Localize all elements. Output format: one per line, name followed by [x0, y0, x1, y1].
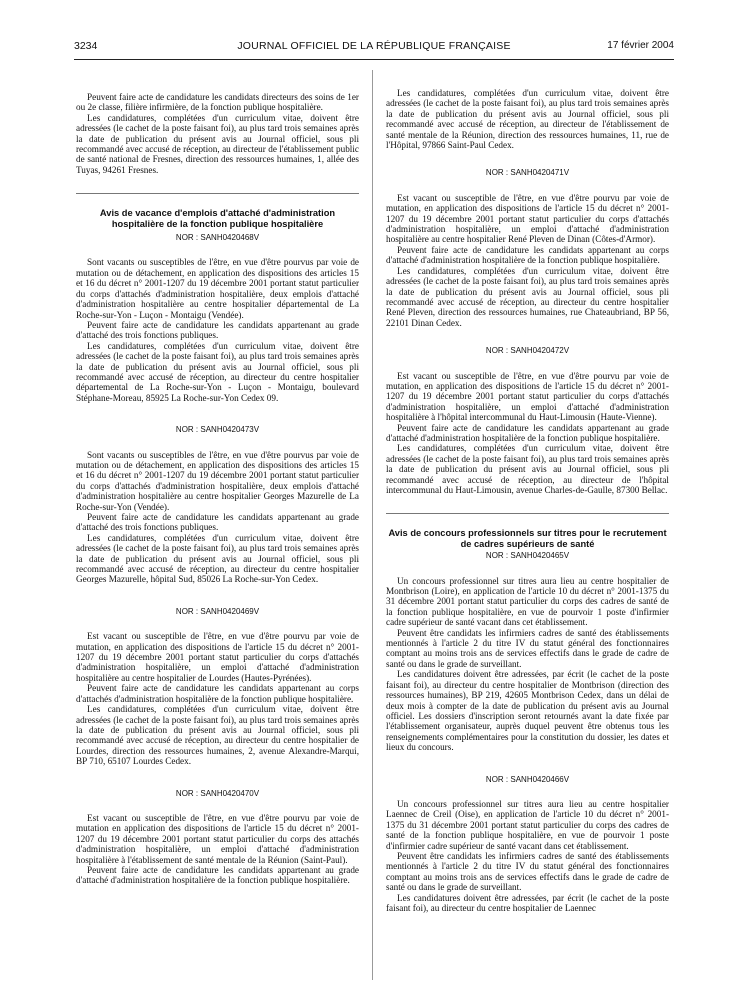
- nor-reference: NOR : SANH0420469V: [175, 606, 260, 616]
- paragraph: Sont vacants ou susceptibles de l'être, en vue d'être pourvus par voie de mutation ou de détachement, en application des dispositions des articles 15 et 16 du décret n° 2001-1207 du 19 décembre 2001 portant statut particulier du corps d'attachés d'administration hospitalière, deux emplois d'attaché d'administration hospitalière au centre hospitalier départemental de La Roche-sur-Yon - Luçon - Montaigu (Vendée).: [76, 257, 359, 320]
- paragraph: Un concours professionnel sur titres aura lieu au centre hospitalier de Montbrison (Loire), en application de l'article 10 du décret n° 2001-1375 du 31 décembre 2001 portant statut particulier du corps des cadres de santé de la fonction publique hospitalière, en vue de pourvoir 1 poste d'infirmier cadre supérieur de santé vacant dans cet établissement.: [386, 575, 669, 628]
- nor-reference: NOR : SANH0420470V: [175, 788, 260, 798]
- paragraph: Est vacant ou susceptible de l'être, en vue d'être pourvu par voie de mutation, en application des dispositions de l'article 15 du décret n° 2001-1207 du 19 décembre 2001 portant statut particulier du corps d'attachés d'administration hospitalière, un emploi d'attaché d'administration hospitalière au centre hospitalier de Lourdes (Hautes-Pyrénées).: [76, 631, 359, 683]
- publication-date: 17 février 2004: [607, 40, 674, 51]
- paragraph: Sont vacants ou susceptibles de l'être, en vue d'être pourvus par voie de mutation ou de détachement, en application des dispositions des articles 15 et 16 du décret n° 2001-1207 du 19 décembre 2001 portant statut particulier du corps d'attachés d'administration hospitalière, deux emplois d'attaché d'administration hospitalière au centre hospitalier Georges Mazurelle de La Roche-sur-Yon (Vendée).: [76, 449, 359, 512]
- paragraph: Est vacant ou susceptible de l'être, en vue d'être pourvu par voie de mutation, en application des dispositions de l'article 15 du décret n° 2001-1207 du 19 décembre 2001 portant statut particulier du corps d'attachés d'administration hospitalière, un emploi d'attaché d'administration hospitalière à l'hôpital intercommunal du Haut-Limousin (Haute-Vienne).: [386, 370, 669, 423]
- section-title: Avis de concours professionnels sur titres pour le recrutement de cadres supérieurs de santé: [388, 528, 667, 549]
- paragraph: Peuvent faire acte de candidature les candidats appartenant au grade d'attaché d'administration hospitalière de la fonction publique hospitalière.: [76, 864, 359, 886]
- paragraph: Les candidatures doivent être adressées, par écrit (le cachet de la poste faisant foi), au directeur du centre hospitalier de Montbrison (direction des ressources humaines), BP 219, 42605 Montbrison Cedex, dans un délai de deux mois à compter de la date de publication du présent avis au Journal officiel. Les dossiers d'inscription seront retournés avant la date fixée par l'établissement organisateur, auprès duquel peuvent être obtenus tous les renseignements complémentaires pour la constitution du dossier, les dates et lieux du concours.: [386, 669, 669, 753]
- paragraph: Les candidatures, complétées d'un curriculum vitae, doivent être adressées (le cachet de la poste faisant foi), au plus tard trois semaines après la date de publication du présent avis au Journal officiel, sous pli recommandé avec accusé de réception, au directeur du centre hospitalier René Pleven, direction des ressources humaines, rue Chateaubriand, BP 56, 22101 Dinan Cedex.: [386, 265, 669, 328]
- paragraph: Peuvent faire acte de candidature les candidats appartenant au corps d'attaché d'administration hospitalière de la fonction publique hospitalière.: [386, 244, 669, 266]
- section-rule: [386, 513, 669, 514]
- paragraph: Peuvent faire acte de candidature les candidats appartenant au corps d'attachés d'administration hospitalière de la fonction publique hospitalière.: [76, 683, 359, 704]
- journal-title: JOURNAL OFFICIEL DE LA RÉPUBLIQUE FRANÇAISE: [237, 40, 511, 52]
- paragraph: Peuvent faire acte de candidature les candidats directeurs des soins de 1er ou 2e classe, filière infirmière, de la fonction publique hospitalière.: [76, 92, 359, 113]
- header-rule: [74, 59, 674, 60]
- paragraph: Les candidatures, complétées d'un curriculum vitae, doivent être adressées (le cachet de la poste faisant foi), au plus tard trois semaines après la date de publication du présent avis au Journal officiel, sous pli recommandé avec accusé de réception, au directeur du centre hospitalier de Lourdes, direction des ressources humaines, 2, avenue Alexandre-Marqui, BP 710, 65107 Lourdes Cedex.: [76, 704, 359, 767]
- right-column: [386, 88, 669, 913]
- nor-reference: NOR : SANH0420472V: [485, 346, 570, 356]
- column-divider: [372, 70, 373, 980]
- paragraph: Les candidatures doivent être adressées, par écrit (le cachet de la poste faisant foi), au directeur du centre hospitalier de Laennec: [386, 892, 669, 913]
- paragraph: Peuvent faire acte de candidature les candidats appartenant au grade d'attaché des trois fonctions publiques.: [76, 512, 359, 533]
- section-title: Avis de vacance d'emplois d'attaché d'administration hospitalière de la fonction publique hospitalière: [99, 208, 336, 229]
- paragraph: Les candidatures, complétées d'un curriculum vitae, doivent être adressées (le cachet de la poste faisant foi), au plus tard trois semaines après la date de publication du présent avis au Journal officiel, sous pli recommandé avec accusé de réception, au directeur de l'hôpital intercommunal du Haut-Limousin, avenue Charles-de-Gaulle, 87300 Bellac.: [386, 443, 669, 495]
- section-rule: [76, 193, 359, 194]
- page-number: 3234: [74, 40, 98, 52]
- paragraph: Peuvent être candidats les infirmiers cadres de santé des établissements mentionnés à l'article 2 du titre IV du statut général des fonctionnaires comptant au moins trois ans de services effectifs dans le grade de cadre de santé ou dans le grade de surveillant.: [386, 627, 669, 669]
- paragraph: Les candidatures, complétées d'un curriculum vitae, doivent être adressées (le cachet de la poste faisant foi), au plus tard trois semaines après la date de publication du présent avis au Journal officiel, sous pli recommandé avec accusé de réception, au directeur de l'établissement de santé mentale de la Réunion, direction des ressources humaines, 11, rue de l'Hôpital, 97866 Saint-Paul Cedex.: [386, 88, 669, 151]
- paragraph: Peuvent être candidats les infirmiers cadres de santé des établissements mentionnés à l'article 2 du titre IV du statut général des fonctionnaires comptant au moins trois ans de services effectifs dans le grade de cadre de santé ou dans le grade de surveillant.: [386, 850, 669, 893]
- paragraph: Les candidatures, complétées d'un curriculum vitae, doivent être adressées (le cachet de la poste faisant foi), au plus tard trois semaines après la date de publication du présent avis au Journal officiel, sous pli recommandé avec accusé de réception, au directeur du centre hospitalier départemental de La Roche-sur-Yon - Luçon - Montaigu, boulevard Stéphane-Moreau, 85925 La Roche-sur-Yon Cedex 09.: [76, 340, 359, 403]
- nor-reference: NOR : SANH0420465V: [485, 551, 570, 561]
- nor-reference: NOR : SANH0420471V: [485, 168, 570, 178]
- paragraph: Peuvent faire acte de candidature les candidats appartenant au grade d'attaché des trois fonctions publiques.: [76, 319, 359, 341]
- paragraph: Les candidatures, complétées d'un curriculum vitae, doivent être adressées (le cachet de la poste faisant foi), au plus tard trois semaines après la date de publication du présent avis au Journal officiel, sous pli recommandé avec accusé de réception, au directeur du centre hospitalier Georges Mazurelle, hôpital Sud, 85026 La Roche-sur-Yon Cedex.: [76, 532, 359, 585]
- left-column: [76, 92, 359, 886]
- nor-reference: NOR : SANH0420466V: [485, 774, 570, 784]
- paragraph: Peuvent faire acte de candidature les candidats appartenant au grade d'attaché d'administration hospitalière de la fonction publique hospitalière.: [386, 422, 669, 443]
- paragraph: Est vacant ou susceptible de l'être, en vue d'être pourvu par voie de mutation, en application des dispositions de l'article 15 du décret n° 2001-1207 du 19 décembre 2001 portant statut particulier du corps d'attachés d'administration hospitalière, un emploi d'attaché d'administration hospitalière au centre hospitalier René Pleven de Dinan (Côtes-d'Armor).: [386, 192, 669, 245]
- nor-reference: NOR : SANH0420468V: [175, 233, 260, 243]
- page-header: [74, 40, 674, 56]
- paragraph: Les candidatures, complétées d'un curriculum vitae, doivent être adressées (le cachet de la poste faisant foi), au plus tard trois semaines après la date de publication du présent avis au Journal officiel, sous pli recommandé avec accusé de réception, au directeur de l'établissement public de santé national de Fresnes, direction des ressources humaines, 1, allée des Tuyas, 94261 Fresnes.: [76, 112, 359, 175]
- nor-reference: NOR : SANH0420473V: [175, 425, 260, 435]
- paragraph: Un concours professionnel sur titres aura lieu au centre hospitalier Laennec de Creil (Oise), en application de l'article 10 du décret n° 2001-1375 du 31 décembre 2001 portant statut particulier du corps des cadres de santé de la fonction publique hospitalière, en vue de pourvoir 1 poste d'infirmier cadre supérieur de santé vacant dans cet établissement.: [386, 798, 669, 851]
- paragraph: Est vacant ou susceptible de l'être, en vue d'être pourvu par voie de mutation en application des dispositions de l'article 15 du décret n° 2001-1207 du 19 décembre 2001 portant statut particulier du corps des attachés d'administration hospitalière, un emploi d'attaché d'administration hospitalière à l'établissement de santé mentale de la Réunion (Saint-Paul).: [76, 812, 359, 865]
